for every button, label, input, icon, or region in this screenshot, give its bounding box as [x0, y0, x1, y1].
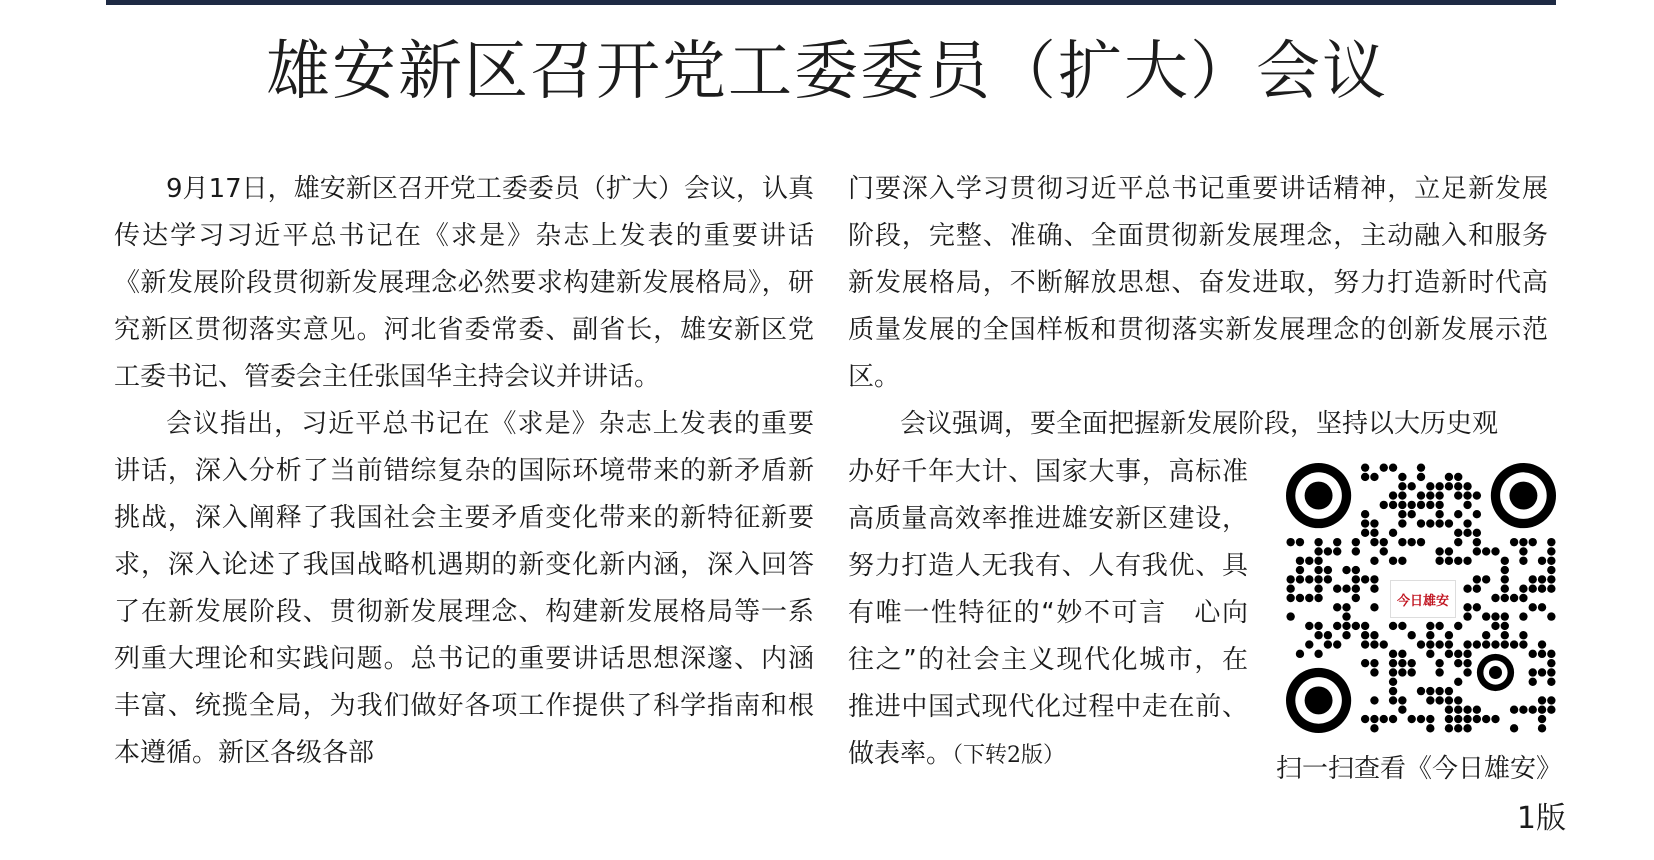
qr-code[interactable]: [1286, 463, 1556, 733]
continued-note: （下转2版）: [952, 743, 1066, 768]
article-right-column-narrow: [848, 449, 1248, 779]
headline: 雄安新区召开党工委委员（扩大）会议: [266, 35, 1388, 109]
article-right-column: [848, 166, 1548, 448]
paragraph-3-text: 办好千年大计、国家大事，高标准高质量高效率推进雄安新区建设，努力打造人无我有、人有我优、具有唯一性特征的“妙不可言 心向往之”的社会主义现代化城市，在推进中国式现代化过程中走在前、做表率。: [848, 457, 1248, 769]
paragraph-1: 9月17日，雄安新区召开党工委委员（扩大）会议，认真传达学习习近平总书记在《求是》杂志上发表的重要讲话《新发展阶段贯彻新发展理念必然要求构建新发展格局》，研究新区贯彻落实意见。河北省委常委、副省长，雄安新区党工委书记、管委会主任张国华主持会议并讲话。: [114, 174, 814, 392]
page-number: 1版: [1516, 801, 1566, 836]
paragraph-3-start: 会议强调，要全面把握新发展阶段，坚持以大历史观: [900, 409, 1499, 439]
qr-logo: 今日雄安: [1390, 580, 1456, 618]
top-rule: [106, 0, 1556, 5]
paragraph-2-continued: 门要深入学习贯彻习近平总书记重要讲话精神，立足新发展阶段，完整、准确、全面贯彻新发展理念，主动融入和服务新发展格局，不断解放思想、奋发进取，努力打造新时代高质量发展的全国样板和贯彻落实新发展理念的创新发展示范区。: [848, 174, 1548, 392]
qr-caption: 扫一扫查看《今日雄安》: [1276, 754, 1563, 784]
paragraph-3-rest: [848, 449, 1248, 779]
article-left-column: [114, 166, 814, 777]
paragraph-2: 会议指出，习近平总书记在《求是》杂志上发表的重要讲话，深入分析了当前错综复杂的国际环境带来的新矛盾新挑战，深入阐释了我国社会主要矛盾变化带来的新特征新要求，深入论述了我国战略机遇期的新变化新内涵，深入回答了在新发展阶段、贯彻新发展理念、构建新发展格局等一系列重大理论和实践问题。总书记的重要讲话思想深邃、内涵丰富、统揽全局，为我们做好各项工作提供了科学指南和根本遵循。新区各级各部: [114, 409, 814, 768]
